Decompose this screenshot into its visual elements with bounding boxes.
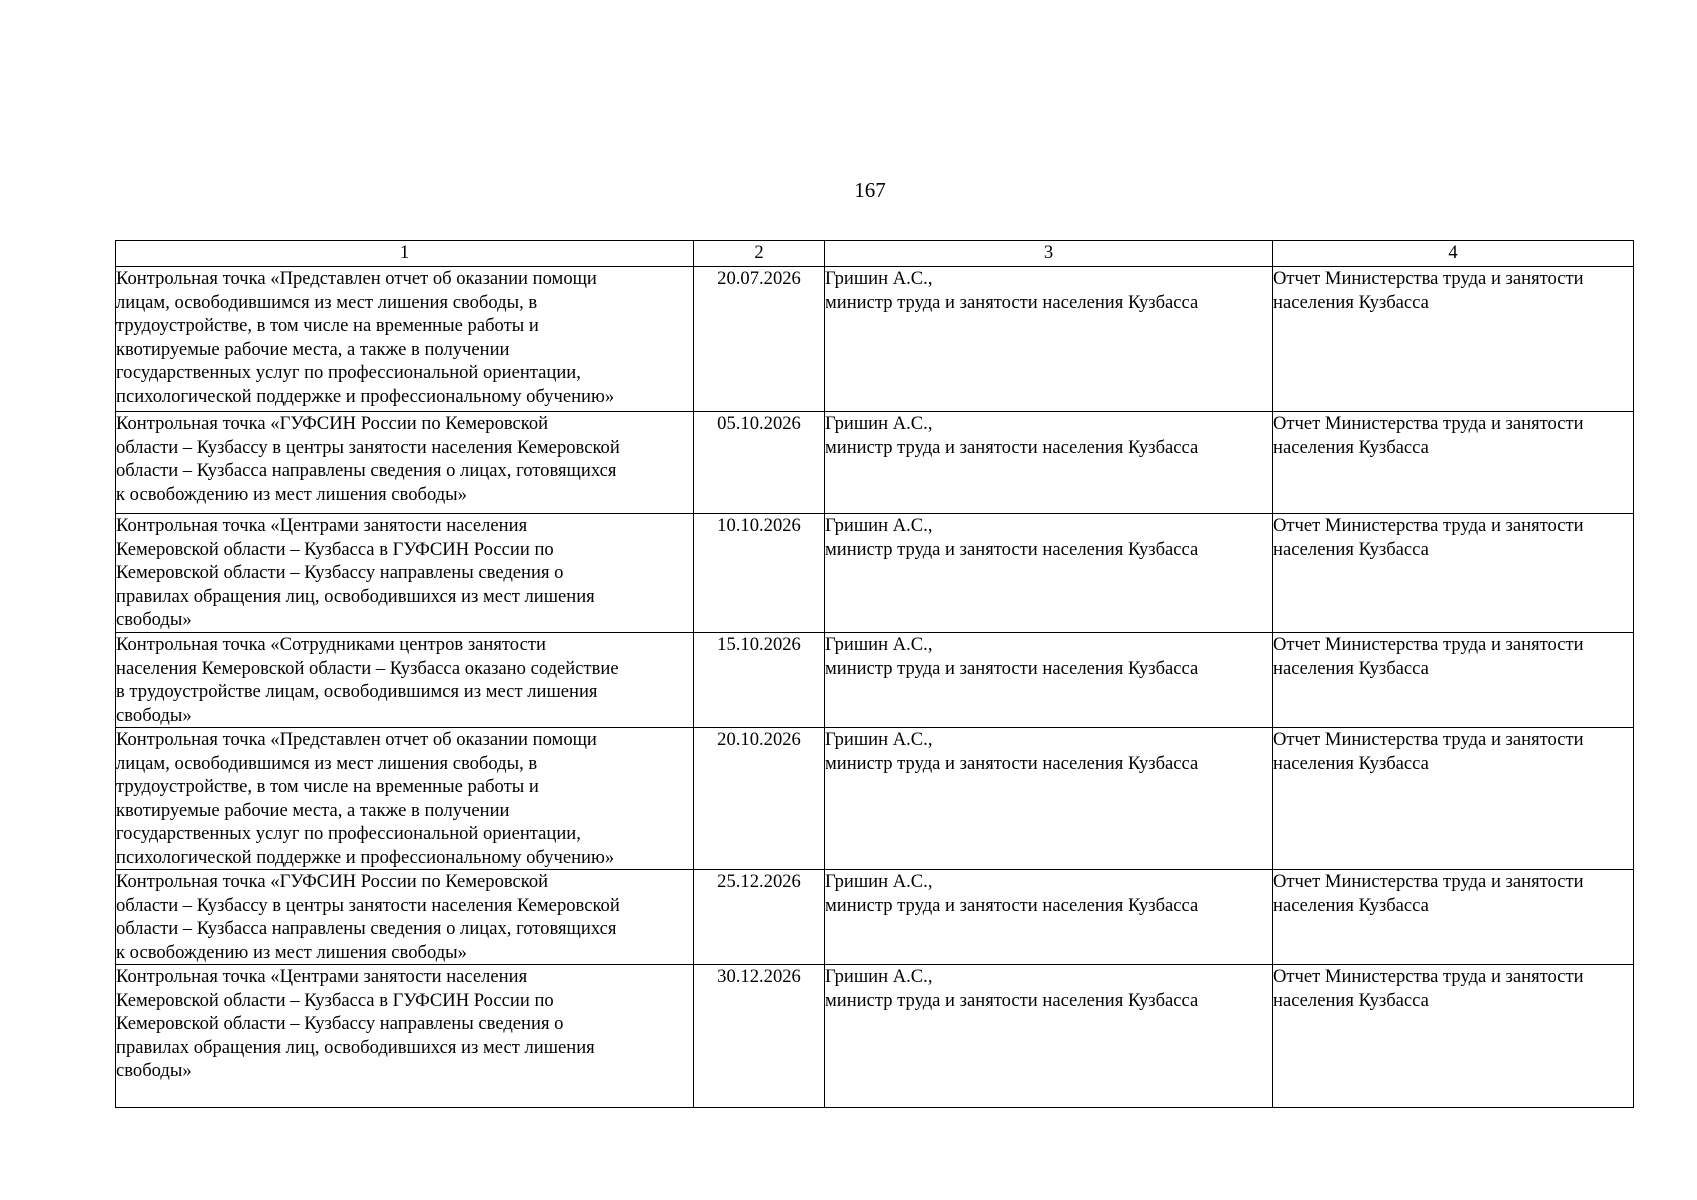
report-document: Отчет Министерства труда и занятости населения Кузбасса	[1273, 634, 1584, 679]
control-point-cell	[116, 267, 694, 412]
control-point-text: Контрольная точка «Представлен отчет об оказании помощи лицам, освободившимся из мест лишения свободы, в трудоустройстве, в том числе на временные работы и квотируемые рабочие места, а также в получении государственных услуг по профессиональной ориентации, психологической поддержке и профессиональному обучению»	[116, 268, 615, 407]
table-row	[116, 267, 1634, 412]
deadline-date: 15.10.2026	[717, 634, 801, 655]
deadline-cell	[694, 870, 825, 965]
responsible-person: Гришин А.С., министр труда и занятости населения Кузбасса	[825, 268, 1199, 313]
responsible-person: Гришин А.С., министр труда и занятости населения Кузбасса	[825, 515, 1199, 560]
responsible-cell	[825, 267, 1273, 412]
document-cell	[1273, 633, 1634, 728]
control-point-text: Контрольная точка «ГУФСИН России по Кемеровской области – Кузбассу в центры занятости населения Кемеровской области – Кузбасса направлены сведения о лицах, готовящихся к освобождению из мест лишения свободы»	[116, 413, 620, 505]
document-cell	[1273, 965, 1634, 1108]
deadline-date: 20.07.2026	[717, 268, 801, 289]
column-header-2: 2	[694, 241, 825, 267]
column-header-1: 1	[116, 241, 694, 267]
control-point-cell	[116, 514, 694, 633]
document-cell	[1273, 412, 1634, 514]
deadline-date: 25.12.2026	[717, 871, 801, 892]
report-document: Отчет Министерства труда и занятости населения Кузбасса	[1273, 729, 1584, 774]
responsible-cell	[825, 965, 1273, 1108]
responsible-cell	[825, 870, 1273, 965]
report-document: Отчет Министерства труда и занятости населения Кузбасса	[1273, 413, 1584, 458]
control-point-cell	[116, 965, 694, 1108]
responsible-person: Гришин А.С., министр труда и занятости населения Кузбасса	[825, 966, 1199, 1011]
control-points-table	[115, 240, 1634, 1108]
control-point-cell	[116, 633, 694, 728]
deadline-date: 10.10.2026	[717, 515, 801, 536]
document-cell	[1273, 870, 1634, 965]
table-row	[116, 633, 1634, 728]
table-row	[116, 728, 1634, 870]
responsible-person: Гришин А.С., министр труда и занятости населения Кузбасса	[825, 729, 1199, 774]
responsible-person: Гришин А.С., министр труда и занятости населения Кузбасса	[825, 634, 1199, 679]
report-document: Отчет Министерства труда и занятости населения Кузбасса	[1273, 966, 1584, 1011]
column-header-4: 4	[1273, 241, 1634, 267]
deadline-cell	[694, 633, 825, 728]
table-row	[116, 965, 1634, 1108]
control-point-text: Контрольная точка «Центрами занятости населения Кемеровской области – Кузбасса в ГУФСИН России по Кемеровской области – Кузбассу направлены сведения о правилах обращения лиц, освободившихся из мест лишения свободы»	[116, 966, 595, 1081]
deadline-date: 05.10.2026	[717, 413, 801, 434]
responsible-cell	[825, 514, 1273, 633]
report-document: Отчет Министерства труда и занятости населения Кузбасса	[1273, 871, 1584, 916]
responsible-cell	[825, 728, 1273, 870]
deadline-cell	[694, 728, 825, 870]
responsible-person: Гришин А.С., министр труда и занятости населения Кузбасса	[825, 413, 1199, 458]
control-point-text: Контрольная точка «Представлен отчет об оказании помощи лицам, освободившимся из мест лишения свободы, в трудоустройстве, в том числе на временные работы и квотируемые рабочие места, а также в получении государственных услуг по профессиональной ориентации, психологической поддержке и профессиональному обучению»	[116, 729, 615, 868]
column-header-3: 3	[825, 241, 1273, 267]
table-header-row	[116, 241, 1634, 267]
deadline-cell	[694, 412, 825, 514]
deadline-date: 30.12.2026	[717, 966, 801, 987]
responsible-cell	[825, 633, 1273, 728]
control-point-cell	[116, 412, 694, 514]
responsible-cell	[825, 412, 1273, 514]
control-point-cell	[116, 870, 694, 965]
table-row	[116, 514, 1634, 633]
document-cell	[1273, 728, 1634, 870]
deadline-cell	[694, 965, 825, 1108]
document-cell	[1273, 267, 1634, 412]
deadline-cell	[694, 267, 825, 412]
table-row	[116, 870, 1634, 965]
control-point-text: Контрольная точка «ГУФСИН России по Кемеровской области – Кузбассу в центры занятости населения Кемеровской области – Кузбасса направлены сведения о лицах, готовящихся к освобождению из мест лишения свободы»	[116, 871, 620, 963]
report-document: Отчет Министерства труда и занятости населения Кузбасса	[1273, 515, 1584, 560]
control-point-text: Контрольная точка «Центрами занятости населения Кемеровской области – Кузбасса в ГУФСИН России по Кемеровской области – Кузбассу направлены сведения о правилах обращения лиц, освободившихся из мест лишения свободы»	[116, 515, 595, 630]
control-point-text: Контрольная точка «Сотрудниками центров занятости населения Кемеровской области – Кузбасса оказано содействие в трудоустройстве лицам, освободившимся из мест лишения свободы»	[116, 634, 619, 726]
deadline-date: 20.10.2026	[717, 729, 801, 750]
report-document: Отчет Министерства труда и занятости населения Кузбасса	[1273, 268, 1584, 313]
deadline-cell	[694, 514, 825, 633]
table-row	[116, 412, 1634, 514]
control-point-cell	[116, 728, 694, 870]
responsible-person: Гришин А.С., министр труда и занятости населения Кузбасса	[825, 871, 1199, 916]
page-number: 167	[854, 178, 886, 202]
document-cell	[1273, 514, 1634, 633]
